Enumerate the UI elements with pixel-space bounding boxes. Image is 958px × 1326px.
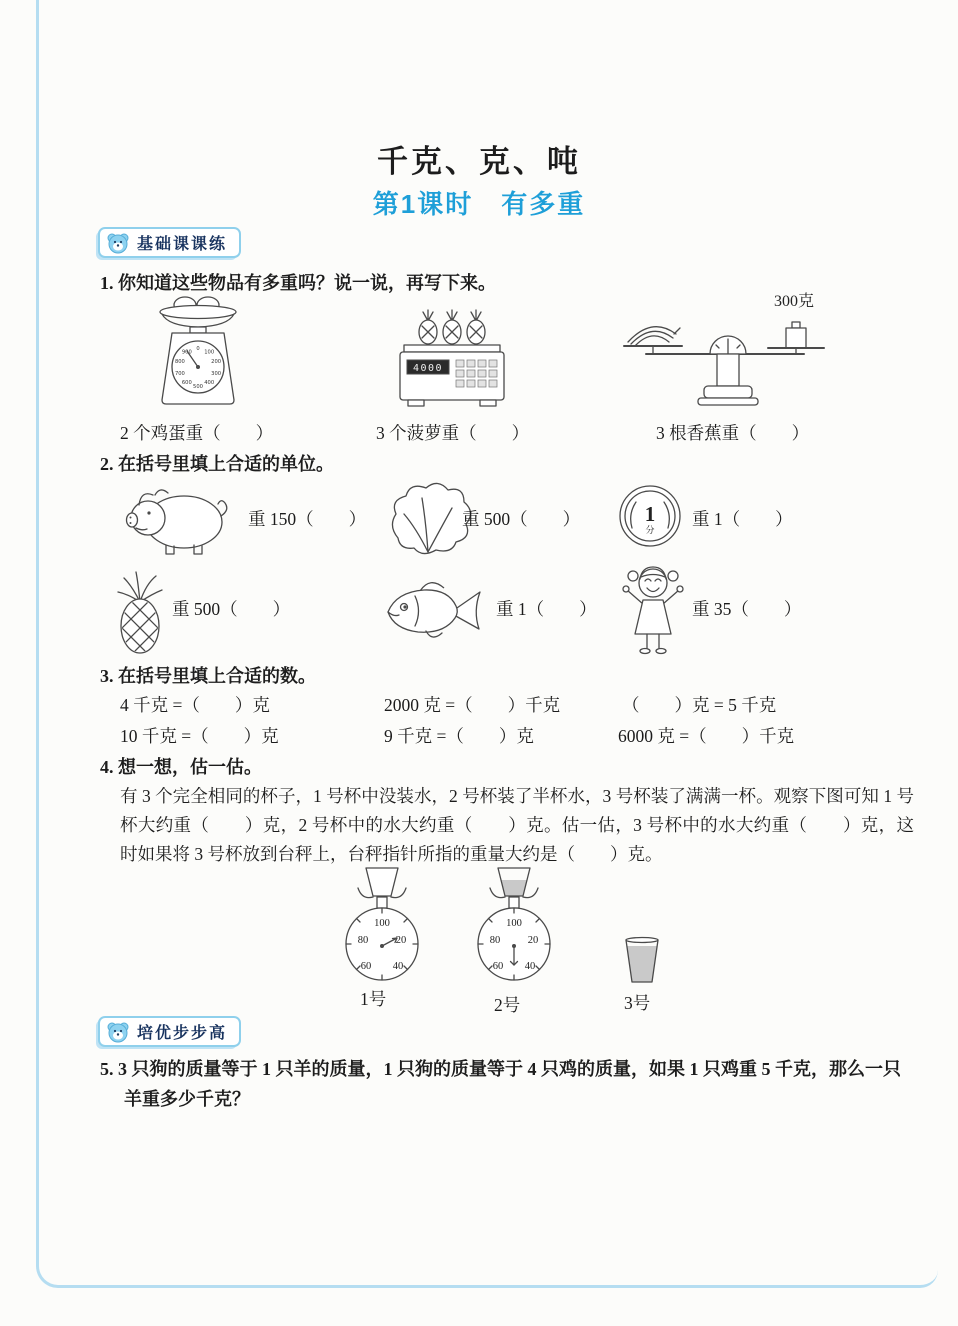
dial-number: 100 — [204, 349, 215, 356]
section-badge-advanced-label: 培优步步高 — [137, 1025, 228, 1042]
girl-head — [639, 569, 667, 597]
bear-icon — [105, 232, 131, 254]
q1-caption-bananas: 3 根香蕉重（ ） — [656, 423, 810, 443]
kitchen-scale-with-eggs-illustration — [138, 294, 258, 412]
fish-illustration — [384, 574, 492, 646]
dial-number: 40 — [524, 961, 536, 972]
dial-number: 400 — [204, 380, 215, 386]
dial-number: 60 — [360, 961, 372, 972]
section-badge-basic-label: 基础课课练 — [137, 236, 228, 253]
q3-equation: 10 千克 =（ ）克 — [120, 726, 279, 746]
left-pan — [624, 346, 682, 354]
weight-label: 300克 — [773, 293, 814, 310]
q3-equation: 2000 克 =（ ）千克 — [384, 695, 561, 715]
pineapple-crown — [118, 572, 162, 602]
scale-bowl — [160, 306, 236, 334]
section-badge-basic — [98, 227, 241, 258]
q3-equation: 9 千克 =（ ）克 — [384, 726, 534, 746]
dial-number: 0 — [196, 346, 200, 352]
girl-illustration — [618, 560, 688, 660]
balance-scale-with-bananas-illustration — [618, 290, 833, 416]
dial-number: 600 — [181, 380, 192, 386]
dial-number: 700 — [174, 371, 185, 377]
balance-foot — [698, 398, 758, 405]
bananas — [628, 327, 680, 346]
dial-number: 100 — [506, 918, 522, 929]
fish-body — [388, 590, 457, 632]
q4-label-cup2: 2号 — [494, 995, 521, 1015]
dial-number: 800 — [174, 359, 185, 365]
q2-label-pineapple: 重 500（ ） — [172, 599, 291, 619]
q4-prompt: 4. 想一想，估一估。 — [100, 757, 262, 777]
girl-dress — [635, 600, 671, 634]
page-title: 千克、克、吨 — [377, 144, 581, 179]
empty-cup — [366, 868, 398, 896]
q3-equation: 6000 克 =（ ）千克 — [618, 726, 795, 746]
q2-label-cabbage: 重 500（ ） — [462, 509, 581, 529]
dial-number: 20 — [395, 935, 407, 946]
pig-illustration — [122, 480, 234, 558]
balance-pillar — [717, 354, 739, 386]
q1-caption-eggs: 2 个鸡蛋重（ ） — [120, 423, 274, 443]
q3-equation: （ ）克 = 5 千克 — [622, 695, 777, 715]
q4-body-text: 有 3 个完全相同的杯子，1 号杯中没装水，2 号杯装了半杯水，3 号杯装了满满一杯。观察下图可知 1 号杯大约重（ ）克，2 号杯中的水大约重（ ）克。估一估，3 号杯中的水大约重（ ）克，这时如果将 3 号杯放到台秤上，台秤指针所指的重量大约是（ ）克。 — [120, 786, 914, 864]
q2-label-pig: 重 150（ ） — [248, 509, 367, 529]
dial-scale-cup1-illustration — [330, 866, 434, 994]
dial-number: 60 — [492, 961, 504, 972]
scale-display — [407, 360, 449, 374]
dial-scale-cup2-illustration — [462, 866, 566, 994]
q5-text: 5. 3 只狗的质量等于 1 只羊的质量，1 只狗的质量等于 4 只鸡的质量，如果 1 只鸡重 5 千克，那么一只羊重多少千克？ — [100, 1059, 901, 1109]
pineapple-illustration — [112, 566, 168, 656]
pineapples — [419, 310, 485, 344]
q2-prompt: 2. 在括号里填上合适的单位。 — [100, 454, 334, 474]
dial-number: 500 — [193, 384, 203, 390]
lesson-subtitle: 第1课时 有多重 — [372, 189, 586, 219]
coin-illustration — [618, 484, 682, 548]
dial-number: 80 — [489, 935, 501, 946]
q1-caption-pineapples: 3 个菠萝重（ ） — [376, 423, 530, 443]
scale-platform — [404, 345, 500, 352]
balance-base — [704, 386, 752, 398]
coin-unit: 分 — [645, 525, 655, 535]
section-badge-advanced — [98, 1016, 241, 1047]
weight-block — [786, 322, 806, 348]
bear-icon — [105, 1021, 131, 1043]
q3-equation: 4 千克 =（ ）克 — [120, 695, 270, 715]
dial-number: 80 — [357, 935, 369, 946]
cabbage-illustration — [386, 478, 474, 560]
dial-number: 20 — [527, 935, 539, 946]
dial-number: 900 — [181, 349, 192, 356]
q2-label-coin: 重 1（ ） — [692, 509, 793, 529]
q3-prompt: 3. 在括号里填上合适的数。 — [100, 666, 316, 686]
cup-rim — [626, 938, 658, 943]
dial-number: 300 — [211, 371, 222, 377]
full-cup3-illustration — [620, 936, 664, 988]
dial-number: 100 — [374, 918, 390, 929]
girl-legs — [640, 634, 666, 654]
scale-body — [400, 352, 504, 400]
digital-scale-with-pineapples-illustration — [392, 301, 512, 413]
scale-display-reading: 4000 — [412, 363, 444, 374]
coin-value: 1 — [644, 502, 656, 526]
dial-number: 200 — [211, 359, 222, 365]
q4-label-cup1: 1号 — [360, 989, 387, 1009]
balance-gauge — [710, 336, 746, 354]
q1-prompt: 1. 你知道这些物品有多重吗？说一说，再写下来。 — [100, 273, 496, 293]
dial-number: 40 — [392, 961, 404, 972]
q2-label-girl: 重 35（ ） — [692, 599, 802, 619]
q2-label-fish: 重 1（ ） — [496, 599, 597, 619]
q4-label-cup3: 3号 — [624, 993, 651, 1013]
scale-feet — [408, 400, 496, 406]
